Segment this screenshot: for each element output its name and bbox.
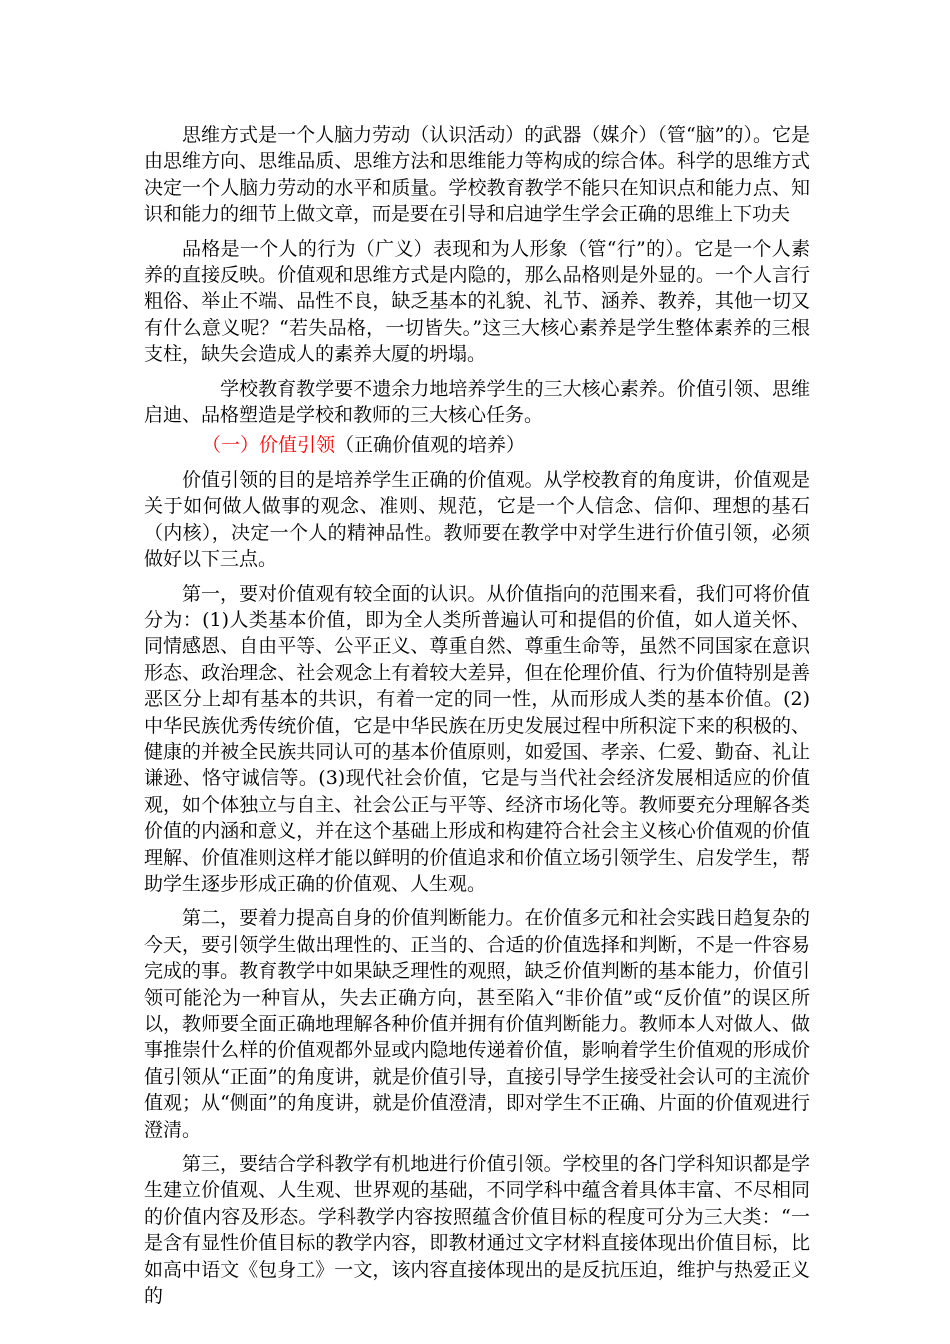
- paragraph-three-core-tasks: 学校教育教学要不遗余力地培养学生的三大核心素养。价值引领、思维启迪、品格塑造是学校和教师的三大核心任务。: [144, 377, 810, 427]
- paragraph-point-two: 第二，要着力提高自身的价值判断能力。在价值多元和社会实践日趋复杂的今天，要引领学生做出理性的、正当的、合适的价值选择和判断，不是一件容易完成的事。教育教学中如果缺乏理性的观照，缺乏价值判断的基本能力，价值引领可能沦为一种盲从，失去正确方向，甚至陷入“非价值”或“反价值”的误区所以，教师要全面正确地理解各种价值并拥有价值判断能力。教师本人对做人、做事推崇什么样的价值观都外显或内隐地传递着价值，影响着学生价值观的形成价值引领从“正面”的角度讲，就是价值引导，直接引导学生接受社会认可的主流价值观；从“侧面”的角度讲，就是价值澄清，即对学生不正确、片面的价值观进行澄清。: [144, 907, 810, 1141]
- paragraph-thinking-mode: 思维方式是一个人脑力劳动（认识活动）的武器（媒介）（管“脑”的）。它是由思维方向、思维品质、思维方法和思维能力等构成的综合体。科学的思维方式决定一个人脑力劳动的水平和质量。学校教育教学不能只在知识点和能力点、知识和能力的细节上做文章，而是要在引导和启迪学生学会正确的思维上下功夫: [144, 124, 810, 226]
- document-page: [144, 122, 810, 1317]
- paragraph-character: 品格是一个人的行为（广义）表现和为人形象（管“行”的）。它是一个人素养的直接反映。价值观和思维方式是内隐的，那么品格则是外显的。一个人言行粗俗、举止不端、品性不良，缺乏基本的礼貌、礼节、涵养、教养，其他一切又有什么意义呢？“若失品格，一切皆失。”这三大核心素养是学生整体素养的三根支柱，缺失会造成人的素养大厦的坍塌。: [144, 237, 810, 366]
- paragraph-value-guidance-purpose: 价值引领的目的是培养学生正确的价值观。从学校教育的角度讲，价值观是关于如何做人做事的观念、准则、规范，它是一个人信念、信仰、理想的基石（内核），决定一个人的精神品性。教师要在教学中对学生进行价值引领，必须做好以下三点。: [144, 468, 810, 571]
- section-heading-value-guidance: [144, 432, 810, 458]
- section-heading-number-title: （一）价值引领: [202, 434, 336, 457]
- section-heading-subtitle: （正确价值观的培养）: [335, 434, 526, 457]
- paragraph-point-three: 第三，要结合学科教学有机地进行价值引领。学校里的各门学科知识都是学生建立价值观、人生观、世界观的基础，不同学科中蕴含着具体丰富、不尽相同的价值内容及形态。学科教学内容按照蕴含价值目标的程度可分为三大类：“一是含有显性价值目标的教学内容，即教材通过文字材料直接体现出价值目标，比如高中语文《包身工》一文，该内容直接体现出的是反抗压迫，维护与热爱正义的: [144, 1153, 810, 1308]
- paragraph-point-one: 第一，要对价值观有较全面的认识。从价值指向的范围来看，我们可将价值分为：(1)人类基本价值，即为全人类所普遍认可和提倡的价值，如人道关怀、同情感恩、自由平等、公平正义、尊重自然、尊重生命等，虽然不同国家在意识形态、政治理念、社会观念上有着较大差异，但在伦理价值、行为价值特别是善恶区分上却有基本的共识，有着一定的同一性，从而形成人类的基本价值。(2)中华民族优秀传统价值，它是中华民族在历史发展过程中所积淀下来的积极的、健康的并被全民族共同认可的基本价值原则，如爱国、孝亲、仁爱、勤奋、礼让谦逊、恪守诚信等。(3)现代社会价值，它是与当代社会经济发展相适应的价值观，如个体独立与自主、社会公正与平等、经济市场化等。教师要充分理解各类价值的内涵和意义，并在这个基础上形成和构建符合社会主义核心价值观的价值理解、价值准则这样才能以鲜明的价值追求和价值立场引领学生、启发学生，帮助学生逐步形成正确的价值观、人生观。: [144, 582, 810, 895]
